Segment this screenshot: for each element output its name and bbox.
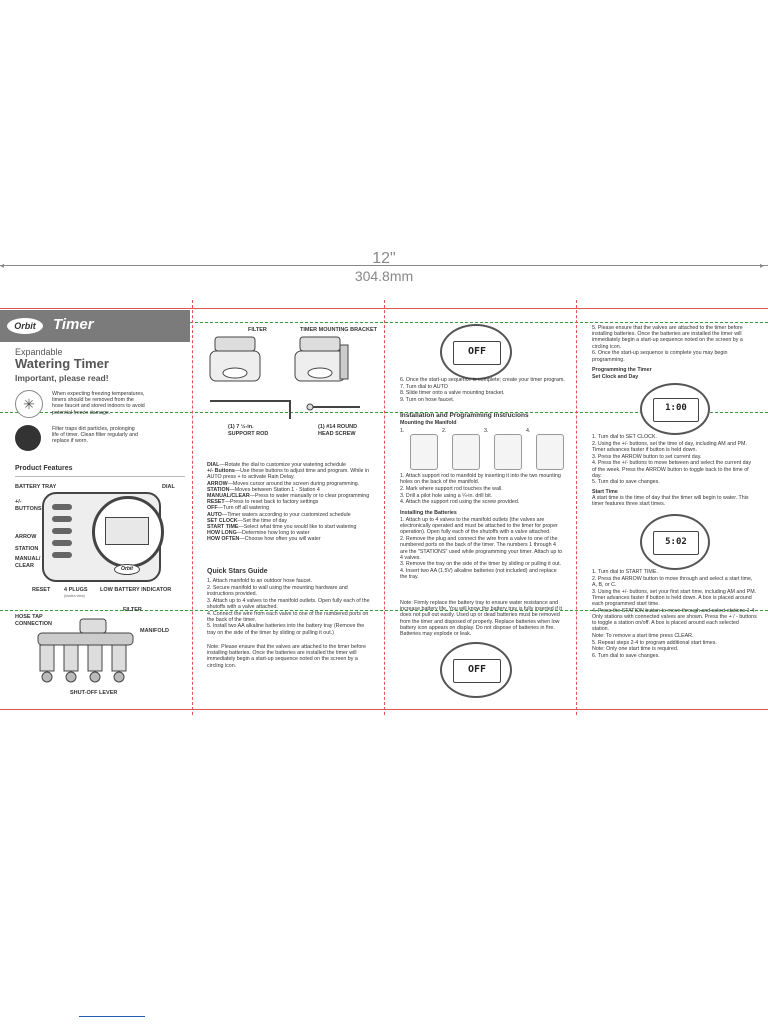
clock-step-4: 4. Press the +/- buttons to move between and select the current day of the week. Press the ARROW button to toggle back to the time of day.: [592, 460, 752, 479]
definition-text: —Press to reset back to factory settings: [224, 499, 319, 506]
warning-line-1-1: When expecting freezing temperatures,: [52, 391, 145, 397]
batteries-heading: Installing the Batteries: [400, 510, 457, 516]
quick-start-note: Note: Please ensure that the valves are attached to the timer before installing batteries. Once the batteries are installed the timer will immediately begin a start-up sequence noted on the screen by a circling icon.: [207, 644, 366, 669]
col3-step-3: 8. Slide timer onto a valve mounting bracket.: [400, 390, 505, 397]
dimension-mm: 304.8mm: [354, 268, 414, 284]
start-step-8: 6. Turn dial to save changes.: [592, 653, 660, 660]
warning-line-2-1: Filter traps dirt particles, prolonging: [52, 426, 135, 432]
definition-text: —Choose how often you will water: [239, 536, 321, 543]
label-battery-tray: BATTERY TRAY: [15, 484, 57, 490]
start-step-5: Note: To remove a start time press CLEAR.: [592, 633, 694, 640]
definition-text: —Rotate the dial to customize your watering schedule: [219, 462, 346, 468]
manifold-drawing: [28, 617, 138, 689]
timer-button-plus-minus: [52, 504, 72, 510]
label-station: STATION: [15, 546, 39, 552]
set-clock-heading: Set Clock and Day: [592, 374, 639, 380]
definition-row: [207, 536, 372, 542]
battery-note: Note: Firmly replace the battery tray to ensure water resistance and increase battery life. You will know the battery tray is fully inserted if it does not pull out easily. Used up or dead batteries must be removed from the timer and disposed of properly. Replace batteries when low battery icon appears on display. Do not dispose of batteries in fire. Batteries may explode or leak.: [400, 600, 562, 638]
timer-button-arrow: [52, 528, 72, 534]
clock-step-5: 5. Turn dial to save changes.: [592, 479, 660, 486]
definition-term: HOW OFTEN: [207, 536, 240, 543]
dimension-arrow-left-icon: ◂: [0, 261, 5, 270]
label-screw: (1) #14 ROUND HEAD SCREW: [318, 424, 358, 437]
filter-icon: [15, 425, 41, 451]
mount-step-1: 1. Attach support rod to manifold by inserting it into the two mounting holes on the back of the manifold.: [400, 473, 561, 486]
label-manifold-filter: FILTER: [123, 607, 142, 613]
lcd-text-clock: 1:00: [653, 398, 700, 421]
start-step-6: 5. Repeat steps 2-4 to program additional start times.: [592, 639, 717, 646]
timer-body-drawing: [42, 492, 161, 582]
start-step-4: 4. Press the STATION button to move through and select stations 1-4. Only stations with connected valves are shown. Press the + / - buttons to toggle a station on/off. A box is placed around each selected station.: [592, 607, 757, 633]
start-time-text: A start time is the time of day that the timer will begin to water. This timer features three start times.: [592, 495, 749, 508]
mounting-diagram-1: [410, 434, 438, 470]
clock-step-3: 3. Press the ARROW button to set current day.: [592, 453, 702, 460]
label-low-battery: LOW BATTERY INDICATOR: [100, 587, 172, 593]
definition-term: DIAL: [207, 462, 220, 468]
battery-step-2: 2. Remove the plug and connect the wire from a valve to one of the numbered ports on the back of the timer. The numbers 1 through 4 are the "STATIONS" used while programming your timer. Attach up to 4 valves.: [400, 536, 563, 561]
label-dial: DIAL: [162, 484, 175, 490]
label-buttons: +/- BUTTONS: [15, 499, 42, 512]
col4-steps-top: [592, 325, 757, 363]
label-manual: MANUAL/ CLEAR: [15, 556, 41, 569]
definition-text: —Moves cursor around the screen during programming.: [227, 480, 360, 487]
intro-important: Important, please read!: [15, 373, 109, 383]
start-step-3: 3. Using the +/- buttons, set your first start time, including AM and PM. Timer advances faster if button is held down. A box is placed around each programmed start time.: [592, 588, 757, 608]
definition-term: AUTO: [207, 511, 222, 518]
timer-display-drawing: [105, 517, 149, 545]
intro-expandable: Expandable: [15, 347, 63, 357]
definition-term: RESET: [207, 499, 225, 506]
lcd-display-start: [640, 514, 710, 570]
start-steps: [592, 569, 757, 660]
filter-part-drawing: [205, 333, 265, 388]
col4-step-1: 5. Please ensure that the valves are attached to the timer before installing batteries. Once the batteries are installed the timer will immediately begin a start-up sequence noted on the screen by a circling icon.: [592, 325, 743, 350]
quick-start-steps: [207, 578, 372, 636]
definition-text: —Moves between Station 1 - Station 4: [229, 486, 320, 493]
intro-product: Watering Timer: [15, 356, 109, 371]
diagram-number-1: 1.: [400, 428, 405, 434]
definition-term: OFF: [207, 505, 218, 512]
definition-text: —Timer waters according to your customized schedule: [221, 511, 351, 518]
definition-text: —Use these buttons to adjust time and program. While in AUTO press + to activate Rain Delay.: [207, 468, 370, 481]
mounting-diagram-4: [536, 434, 564, 470]
header-title: Timer: [53, 316, 94, 333]
mount-step-3: 3. Drill a pilot hole using a ¼-in. drill bit.: [400, 492, 493, 499]
clock-steps: [592, 434, 757, 486]
lcd-text-start: 5:02: [653, 531, 700, 556]
definition-text: —Select what time you would like to start watering: [238, 524, 357, 531]
col3-step-1: 6. Once the start-up sequence is complete; create your timer program.: [400, 377, 565, 383]
start-step-2: 2. Press the ARROW button to move through and select a start time, A, B, or C.: [592, 575, 753, 588]
quick-start-step-2: 2. Secure manifold to wall using the mounting hardware and instructions provided.: [207, 584, 348, 597]
warning-line-1-2: timers should be removed from the: [52, 397, 134, 404]
panel-divider-3: [576, 300, 577, 715]
timer-orbit-badge: Orbit: [114, 564, 140, 575]
definition-term: STATION: [207, 486, 230, 493]
col3-step-4: 9. Turn on hose faucet.: [400, 397, 455, 404]
start-time-heading: Start Time: [592, 489, 618, 495]
mounting-diagram-3: [494, 434, 522, 470]
definition-term: START TIME: [207, 524, 239, 531]
bracket-part-drawing: [290, 333, 352, 388]
start-step-7: Note: Only one start time is required.: [592, 646, 679, 653]
definition-term: ARROW: [207, 480, 228, 487]
mount-step-2: 2. Mark where support rod touches the wall.: [400, 485, 503, 492]
start-step-1: 1. Turn dial to START TIME.: [592, 569, 658, 575]
lcd-text-off-bottom: OFF: [453, 659, 501, 684]
mounting-heading: Mounting the Manifold: [400, 420, 457, 426]
mount-step-4: 4. Attach the support rod using the screw provided.: [400, 499, 520, 506]
label-hose-tap: HOSE TAP CONNECTION: [15, 614, 52, 627]
definition-term: HOW LONG: [207, 530, 237, 537]
warning-line-1-4: potential freeze damage.: [52, 409, 111, 416]
install-heading: Installation and Programming Instrucions: [400, 412, 529, 419]
label-support-rod: (1) 7 ½-in. SUPPORT ROD: [228, 424, 269, 437]
warning-text-1: [52, 391, 187, 416]
diagram-number-4: 4.: [526, 428, 531, 434]
label-reset: RESET: [32, 587, 51, 593]
lcd-text-off-top: OFF: [453, 341, 501, 366]
battery-step-4: 4. Insert two AA (1.5V) alkaline batteries (not included) and replace the tray.: [400, 568, 557, 581]
label-manifold: MANIFOLD: [140, 628, 170, 634]
orbit-logo: Orbit: [7, 318, 43, 334]
label-part-filter: FILTER: [248, 327, 267, 333]
quick-start-step-4: 4. Connect the wire from each valve to one of the numbered ports on the back of the timer.: [207, 610, 369, 623]
warning-text-2: [52, 426, 187, 445]
quick-start-step-3: 3. Attach up to 4 valves to the manifold outlets. Open fully each of the shutoffs with a valve attached.: [207, 597, 370, 610]
mount-steps: [400, 473, 565, 506]
definition-row: [207, 468, 372, 480]
panel-divider-2: [384, 300, 385, 715]
label-plugs-sub: (hidden view): [64, 594, 85, 598]
timer-dial-drawing: [92, 496, 164, 568]
label-arrow: ARROW: [15, 534, 37, 540]
dimension-arrow-right-icon: ▸: [760, 261, 765, 270]
mounting-diagram-2: [452, 434, 480, 470]
link-underline: [79, 1016, 145, 1017]
label-shutoff-lever: SHUT-OFF LEVER: [70, 690, 118, 696]
snowflake-icon: ✳: [15, 390, 43, 418]
definition-text: —Set the time of day: [237, 517, 288, 524]
warning-line-2-3: replace if worn.: [52, 438, 88, 445]
label-part-bracket: TIMER MOUNTING BRACKET: [300, 327, 377, 333]
definition-text: —Determine how long to water: [236, 530, 310, 537]
battery-step-1: 1. Attach up to 4 valves to the manifold outlets (the valves are electronically operated and must be attached to the timer for proper operation). Open fully each of the shutoffs with a valve attached.: [400, 517, 558, 536]
lcd-display-off-bottom: [440, 642, 512, 698]
definition-text: —Turn off all watering: [217, 505, 270, 512]
warning-line-1-3: hose faucet and stored indoors to avoid: [52, 403, 145, 410]
battery-steps: [400, 517, 565, 581]
quick-start-step-5: 5. Install two AA alkaline batteries into the battery tray (Remove the tray on the side of the timer by sliding or pulling it out.): [207, 623, 365, 636]
brand-header: [0, 310, 190, 342]
rod-screw-drawing: [200, 395, 370, 423]
timer-button-manual: [52, 552, 72, 558]
timer-button-plus-minus-2: [52, 516, 72, 522]
battery-step-3: 3. Remove the tray on the side of the timer by sliding or pulling it out.: [400, 561, 562, 568]
diagram-number-3: 3.: [484, 428, 489, 434]
timer-button-station: [52, 540, 72, 546]
col4-step-2: 6. Once the start-up sequence is complete you may begin programming.: [592, 350, 728, 363]
quick-start-heading: Quick Stars Guide: [207, 568, 268, 575]
lcd-display-clock: [640, 383, 710, 435]
definitions-list: [207, 462, 372, 543]
dimension-line: [0, 265, 768, 266]
warning-line-2-2: life of timer. Clean filter regularly and: [52, 432, 138, 439]
quick-start-step-1: 1. Attach manifold to an outdoor hose faucet.: [207, 578, 313, 584]
dimension-label: [0, 250, 768, 284]
dimension-inches: 12": [372, 250, 396, 267]
clock-step-2: 2. Using the +/- buttons, set the time of day, including AM and PM. Timer advances faster if button is held down.: [592, 440, 747, 453]
programming-heading: Programming the Timer: [592, 367, 652, 373]
definition-text: —Press to water manually or to clear programming: [249, 493, 370, 500]
features-heading: Product Features: [15, 465, 73, 472]
definition-term: SET CLOCK: [207, 517, 238, 524]
panel-divider-1: [192, 300, 193, 715]
features-rule: [15, 476, 185, 477]
col3-steps: [400, 377, 565, 404]
diagram-number-2: 2.: [442, 428, 447, 434]
lcd-display-off-top: [440, 324, 512, 380]
label-plugs: 4 PLUGS: [64, 587, 88, 593]
col3-step-2: 7. Turn dial to AUTO: [400, 383, 448, 390]
clock-step-1: 1. Turn dial to SET CLOCK.: [592, 434, 657, 440]
definition-term: MANUAL/CLEAR: [207, 493, 250, 500]
definition-term: +/- Buttons: [207, 468, 235, 475]
